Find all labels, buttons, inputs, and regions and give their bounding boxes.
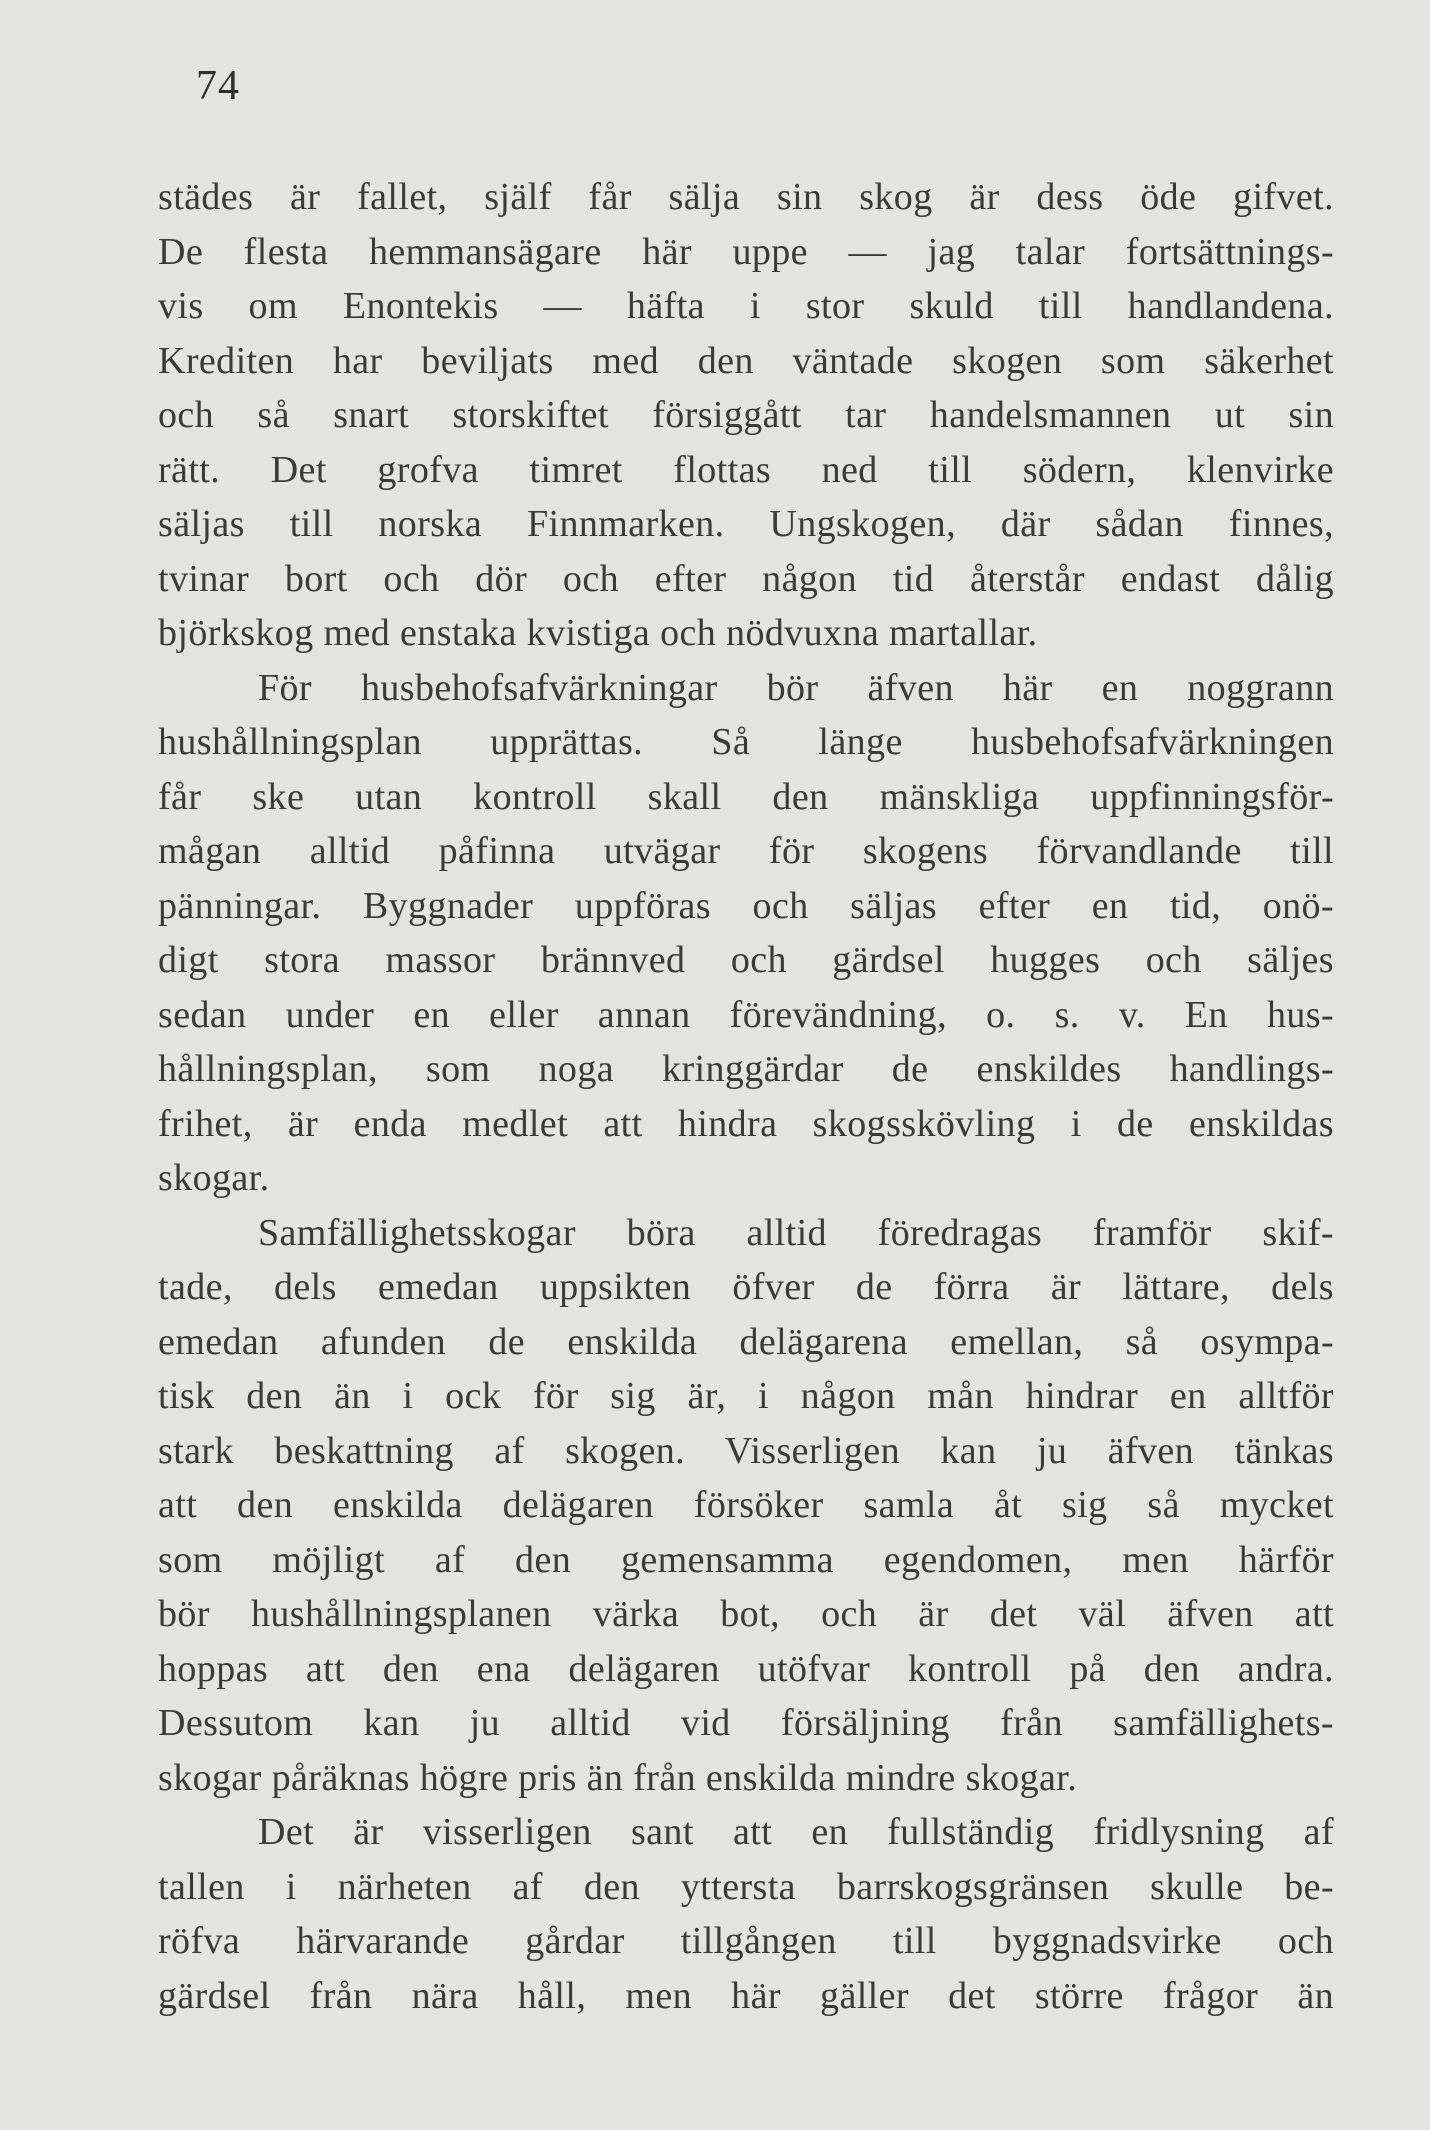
text-line: skogar. [158, 1157, 270, 1199]
text-line: hoppas att den ena delägaren utöfvar kontroll på den andra. [158, 1647, 1334, 1690]
text-line: hållningsplan, som noga kringgärdar de enskildes handlings- [158, 1048, 1334, 1090]
text-line: gärdsel från nära håll, men här gäller det större frågor än [158, 1974, 1334, 2017]
body-text [158, 170, 1334, 2023]
text-line: För husbehofsafvärkningar bör äfven här en noggrann [258, 666, 1334, 709]
text-line: bör hushållningsplanen värka bot, och är det väl äfven att [158, 1593, 1334, 1635]
text-line: mågan alltid påfinna utvägar för skogens förvandlande till [158, 830, 1334, 872]
text-line: Krediten har beviljats med den väntade skogen som säkerhet [158, 339, 1334, 382]
text-line: rätt. Det grofva timret flottas ned till södern, klenvirke [158, 448, 1334, 491]
text-line: säljas till norska Finnmarken. Ungskogen, där sådan finnes, [158, 503, 1334, 545]
text-line: att den enskilda delägaren försöker samla åt sig så mycket [158, 1484, 1334, 1526]
text-line: De flesta hemmansägare här uppe — jag talar fortsättnings- [158, 230, 1334, 273]
text-line: och så snart storskiftet försiggått tar handelsmannen ut sin [158, 394, 1334, 436]
page-number: 74 [196, 63, 240, 109]
text-line: tade, dels emedan uppsikten öfver de förra är lättare, dels [158, 1266, 1334, 1308]
text-line: frihet, är enda medlet att hindra skogsskövling i de enskildas [158, 1102, 1334, 1145]
text-line: skogar påräknas högre pris än från enskilda mindre skogar. [158, 1756, 1078, 1799]
text-line: Samfällighetsskogar böra alltid föredragas framför skif- [258, 1211, 1334, 1254]
text-line: tallen i närheten af den yttersta barrskogsgränsen skulle be- [158, 1865, 1334, 1908]
text-line: Det är visserligen sant att en fullständig fridlysning af [258, 1811, 1334, 1853]
text-line: som möjligt af den gemensamma egendomen, men härför [158, 1538, 1334, 1581]
text-line: Dessutom kan ju alltid vid försäljning från samfällighets- [158, 1702, 1334, 1744]
text-line: får ske utan kontroll skall den mänskliga uppfinningsför- [158, 775, 1334, 818]
text-line: stark beskattning af skogen. Visserligen kan ju äfven tänkas [158, 1429, 1334, 1472]
text-line: emedan afunden de enskilda delägarena emellan, så osympa- [158, 1320, 1334, 1363]
text-line: hushållningsplan upprättas. Så länge husbehofsafvärkningen [158, 721, 1334, 763]
text-line: digt stora massor brännved och gärdsel hugges och säljes [158, 939, 1334, 981]
text-line: röfva härvarande gårdar tillgången till byggnadsvirke och [158, 1920, 1334, 1962]
text-line: pänningar. Byggnader uppföras och säljas efter en tid, onö- [158, 884, 1334, 927]
text-line: sedan under en eller annan förevändning, o. s. v. En hus- [158, 993, 1334, 1036]
text-line: björkskog med enstaka kvistiga och nödvuxna martallar. [158, 612, 1038, 654]
text-line: vis om Enontekis — häfta i stor skuld till handlandena. [158, 285, 1334, 327]
text-line: städes är fallet, själf får sälja sin skog är dess öde gifvet. [158, 176, 1334, 218]
text-line: tvinar bort och dör och efter någon tid återstår endast dålig [158, 557, 1334, 600]
text-line: tisk den än i ock för sig är, i någon mån hindrar en alltför [158, 1375, 1334, 1417]
